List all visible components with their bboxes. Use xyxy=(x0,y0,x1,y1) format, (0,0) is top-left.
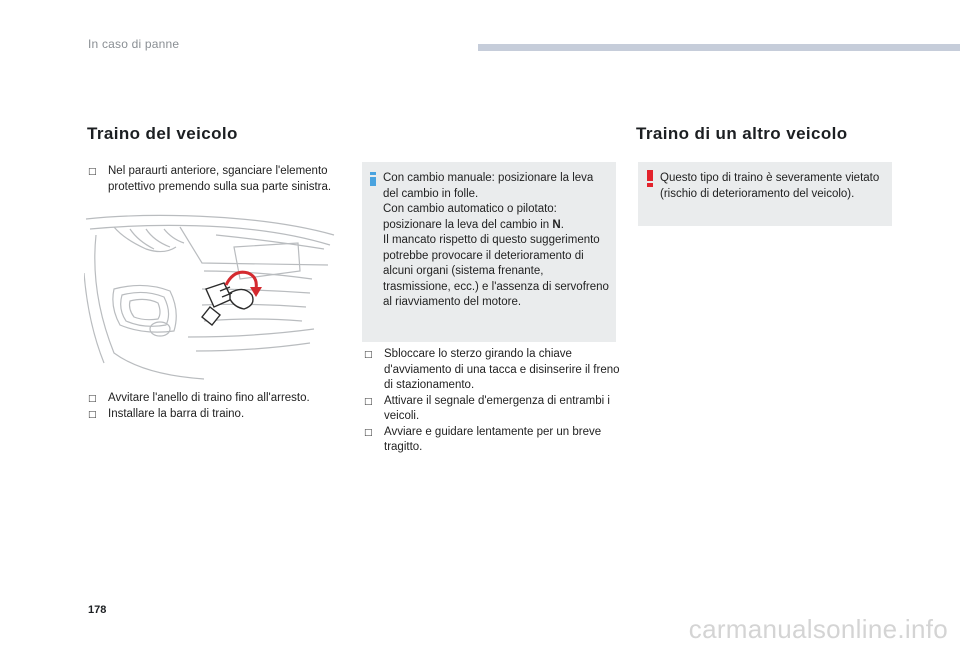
list-item-text: Attivare il segnale d'emergenza di entrambi i veicoli. xyxy=(384,394,610,422)
section-label: In caso di panne xyxy=(88,37,180,51)
gear-position-n: N xyxy=(552,218,561,231)
title-traino-del-veicolo: Traino del veicolo xyxy=(87,124,238,143)
header-bar xyxy=(478,44,960,51)
info-automatic-text: Con cambio automatico o pilotato: posizionare la leva del cambio in xyxy=(383,203,557,231)
info-automatic-suffix: . xyxy=(560,218,564,231)
list-item xyxy=(364,347,620,394)
list-item-text: Avviare e guidare lentamente per un breve tragitto. xyxy=(384,425,602,453)
info-manual-gearbox: Con cambio manuale: posizionare la leva del cambio in folle. xyxy=(383,172,594,200)
info-box-gearbox xyxy=(362,162,616,342)
check-box-icon: □ xyxy=(364,396,373,407)
page-number: 178 xyxy=(88,604,107,616)
bullet-list-install xyxy=(88,391,350,422)
check-box-icon: □ xyxy=(364,350,373,360)
bullet-list-remove-cover xyxy=(88,164,350,195)
list-item xyxy=(88,164,350,195)
title-traino-altro-veicolo: Traino di un altro veicolo xyxy=(636,124,848,143)
info-automatic-gearbox xyxy=(383,202,611,233)
check-box-icon: □ xyxy=(88,394,97,404)
warning-text: Questo tipo di traino è severamente vietato (rischio di deterioramento del veicolo). xyxy=(660,172,880,200)
towing-eye-illustration xyxy=(84,213,348,385)
warning-box xyxy=(638,162,892,226)
check-box-icon: □ xyxy=(88,409,97,420)
list-item-text: Installare la barra di traino. xyxy=(108,407,245,420)
info-icon xyxy=(370,172,376,186)
list-item xyxy=(88,391,350,407)
list-item-text: Sbloccare lo sterzo girando la chiave d'avviamento di una tacca e disinserire il freno di stazionamento. xyxy=(384,348,620,391)
check-box-icon: □ xyxy=(88,167,97,177)
check-box-icon: □ xyxy=(364,427,373,438)
list-item-text: Avvitare l'anello di traino fino all'arresto. xyxy=(108,392,310,404)
list-item-text: Nel paraurti anteriore, sganciare l'elemento protettivo premendo sulla sua parte sinistra. xyxy=(108,165,332,193)
info-box-text xyxy=(383,171,611,311)
exclamation-icon xyxy=(647,170,653,187)
list-item xyxy=(364,394,620,425)
bullet-list-procedure xyxy=(364,347,620,456)
list-item xyxy=(364,425,620,456)
info-consequence: Il mancato rispetto di questo suggerimento potrebbe provocare il deterioramento di alcuni organi (sistema frenante, trasmissione, ecc.) e l'assenza di servofreno al riavviamento del motore. xyxy=(383,234,609,308)
list-item xyxy=(88,407,350,423)
watermark: carmanualsonline.info xyxy=(688,614,948,644)
